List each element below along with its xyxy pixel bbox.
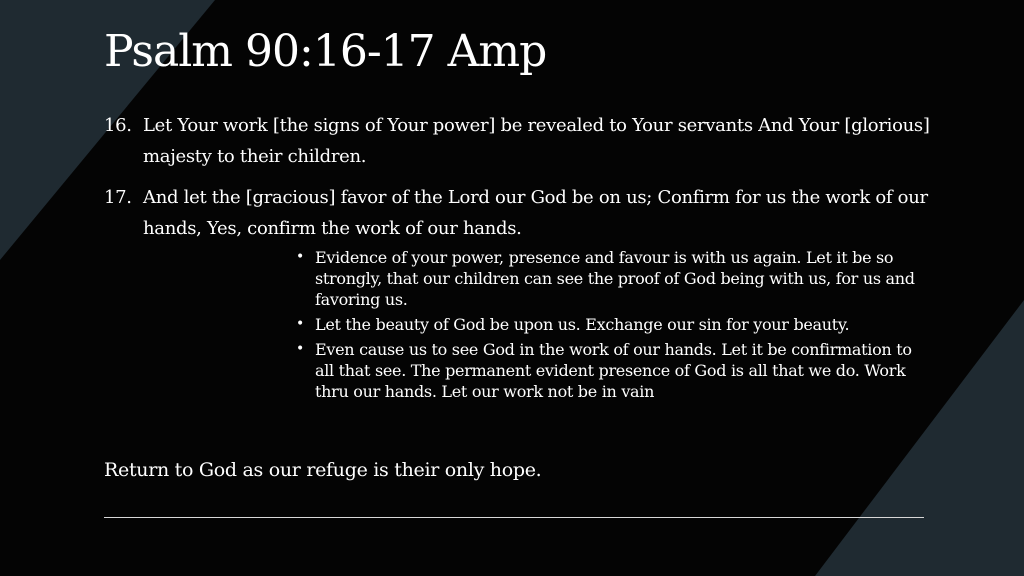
bullet-item <box>296 339 916 402</box>
slide-title: Psalm 90:16-17 Amp <box>104 26 547 77</box>
verse-number: 16. <box>104 115 132 136</box>
bullet-dot-icon: • <box>296 316 304 332</box>
closing-statement: Return to God as our refuge is their only hope. <box>104 459 542 481</box>
verse-text: And let the [gracious] favor of the Lord our God be on us; Confirm for us the work of our hands, Yes, confirm the work of our hands. <box>143 187 928 239</box>
verse-17 <box>104 182 934 244</box>
bullet-text: Evidence of your power, presence and favour is with us again. Let it be so strongly, that our children can see the proof of God being with us, for us and favoring us. <box>315 248 915 309</box>
verse-list <box>104 110 934 254</box>
verse-number: 17. <box>104 187 132 208</box>
commentary-bullet-list <box>296 247 916 406</box>
bullet-dot-icon: • <box>296 341 304 357</box>
footer-divider <box>104 517 924 518</box>
bullet-text: Even cause us to see God in the work of our hands. Let it be confirmation to all that see. The permanent evident presence of God is all that we do. Work thru our hands. Let our work not be in vain <box>315 340 912 401</box>
bullet-item <box>296 247 916 310</box>
bullet-item <box>296 314 916 335</box>
verse-16 <box>104 110 934 172</box>
verse-text: Let Your work [the signs of Your power] be revealed to Your servants And Your [glorious] majesty to their children. <box>143 115 930 167</box>
bullet-dot-icon: • <box>296 249 304 265</box>
bullet-text: Let the beauty of God be upon us. Exchange our sin for your beauty. <box>315 315 850 334</box>
